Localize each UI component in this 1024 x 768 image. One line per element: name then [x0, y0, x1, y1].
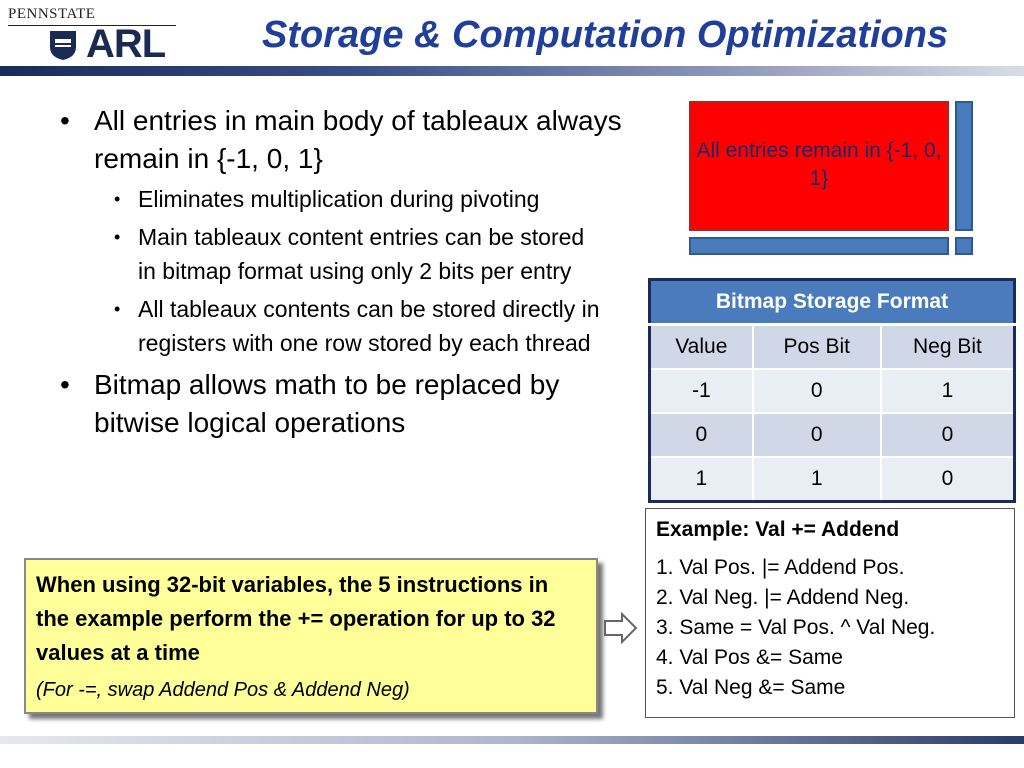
table-cell: 0: [650, 413, 753, 457]
logo-pennstate-text: PENNSTATE: [8, 6, 96, 22]
example-line: 5. Val Neg &= Same: [656, 676, 846, 699]
right-arrow-icon: [604, 612, 638, 644]
table-cell: 0: [753, 369, 881, 413]
slide-title: Storage & Computation Optimizations: [262, 14, 949, 56]
sub-bullet-item: [94, 292, 656, 360]
table-cell: 1: [881, 369, 1015, 413]
bullet-item: [56, 366, 656, 442]
callout-italic-text: (For -=, swap Addend Pos & Addend Neg): [36, 679, 410, 701]
sub-bullet-item: [94, 220, 656, 288]
callout-text: When using 32-bit variables, the 5 instructions in the example perform the += operation for up to 32 values at a time: [36, 572, 556, 665]
table-row: [650, 413, 1015, 457]
tableau-row-bar: [689, 237, 949, 255]
bitmap-storage-table: [648, 278, 1016, 503]
pennstate-arl-logo: [8, 6, 178, 64]
table-header-row: [650, 325, 1015, 370]
sub-bullet-text: • Eliminates multiplication during pivoting: [138, 186, 540, 212]
sub-bullet-text: • Main tableaux content entries can be stored in bitmap format using only 2 bits per entry: [138, 224, 585, 284]
table-header-cell: Pos Bit: [753, 325, 881, 370]
bullet-item: [56, 102, 656, 360]
example-title: Example: Val += Addend: [656, 518, 900, 541]
logo-arl-text: ARL: [86, 22, 166, 66]
table-cell: -1: [650, 369, 753, 413]
callout-note: [24, 558, 598, 714]
bullet-text: • Bitmap allows math to be replaced by bitwise logical operations: [94, 369, 560, 438]
sub-bullet-list: [94, 182, 656, 360]
tableau-corner-cell: [955, 237, 973, 255]
footer-gradient-bar: [0, 736, 1024, 744]
sub-bullet-text: • All tableaux contents can be stored directly in registers with one row stored by each thread: [138, 296, 600, 356]
table-cell: 1: [650, 457, 753, 502]
tableau-column-bar: [955, 101, 973, 231]
example-line: 2. Val Neg. |= Addend Neg.: [656, 586, 910, 609]
table-cell: 0: [881, 413, 1015, 457]
shield-icon: [48, 29, 78, 61]
table-cell: 1: [753, 457, 881, 502]
bullet-text: • All entries in main body of tableaux always remain in {-1, 0, 1}: [94, 105, 622, 174]
title-gradient-bar: [0, 66, 1024, 76]
example-line: 1. Val Pos. |= Addend Pos.: [656, 556, 905, 579]
table-header-cell: Value: [650, 325, 753, 370]
example-box: [645, 508, 1015, 718]
sub-bullet-item: [94, 182, 656, 216]
example-line: 3. Same = Val Pos. ^ Val Neg.: [656, 616, 936, 639]
table-cell: 0: [753, 413, 881, 457]
table-header-cell: Neg Bit: [881, 325, 1015, 370]
tableau-body-box: All entries remain in {-1, 0, 1}: [689, 101, 949, 231]
table-row: [650, 369, 1015, 413]
slide-header: [0, 0, 1024, 68]
table-row: [650, 457, 1015, 502]
example-line: 4. Val Pos &= Same: [656, 646, 843, 669]
bullet-list: [56, 102, 656, 442]
table-caption: Bitmap Storage Format: [650, 280, 1015, 325]
table-cell: 0: [881, 457, 1015, 502]
